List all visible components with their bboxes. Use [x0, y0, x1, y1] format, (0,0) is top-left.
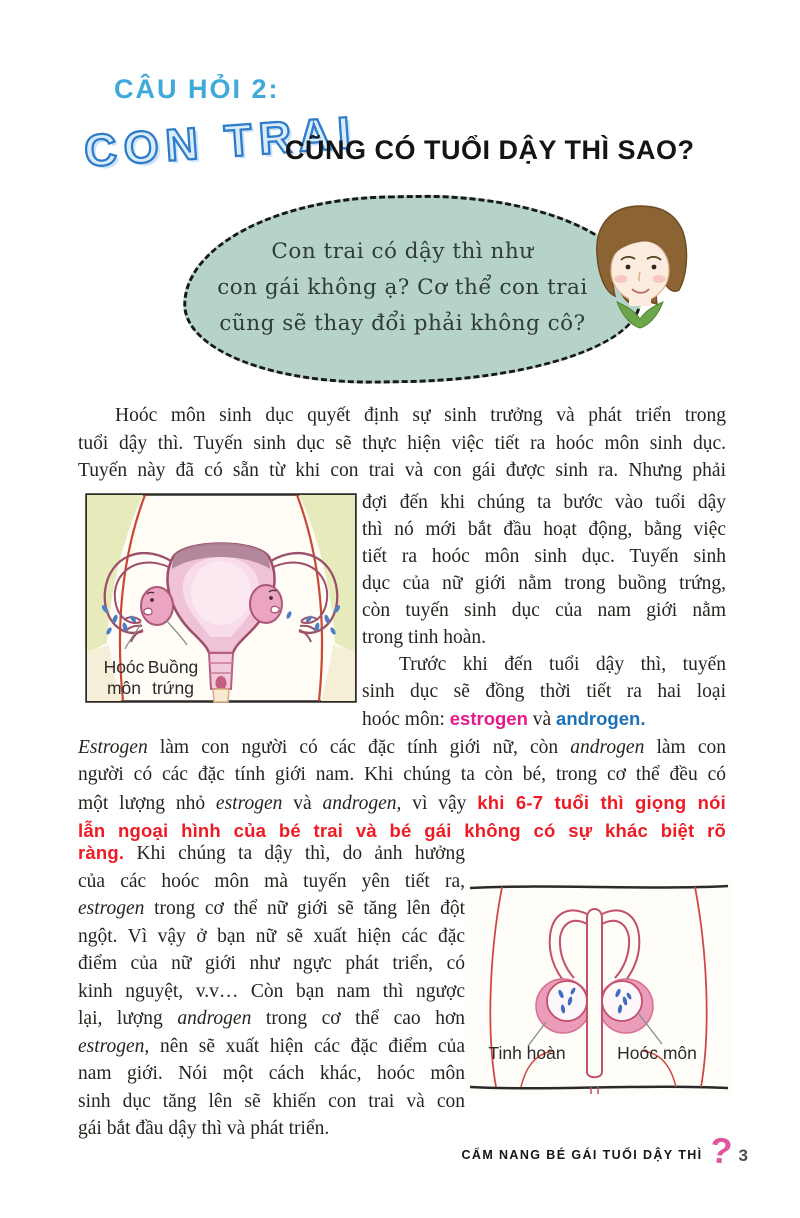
ovary-right	[250, 585, 282, 623]
text-line: sinh dục tăng lên sẽ khiến con trai và con	[78, 1090, 465, 1112]
text-segment: trong cơ thể nữ giới sẽ tăng lên đột	[144, 898, 465, 919]
text-segment: trong cơ thể cao hơn	[251, 1008, 466, 1029]
text-line: Hoóc môn sinh dục quyết định sự sinh trưởng và phát triển trong	[115, 405, 726, 426]
highlighted-red-line: lẫn ngoại hình của bé trai và bé gái không có sự khác biệt rõ	[78, 819, 726, 841]
text-line	[362, 705, 726, 733]
text-line	[78, 839, 465, 868]
highlighted-red-text: khi 6-7 tuổi thì giọng nói	[477, 791, 727, 813]
teacher-face-illustration	[585, 200, 695, 332]
text-segment: làm con	[644, 737, 726, 758]
text-line: đợi đến khi chúng ta bước vào tuổi dậy	[362, 492, 726, 513]
text-segment: một lượng nhỏ	[78, 792, 216, 814]
bubble-line: Con trai có dậy thì như	[271, 239, 534, 264]
paragraph-3	[78, 734, 726, 844]
label-hormone-female: Hoóc môn	[103, 657, 145, 698]
page-title: CŨNG CÓ TUỔI DẬY THÌ SAO?	[285, 135, 695, 165]
androgen-word: androgen.	[556, 708, 646, 729]
page-footer	[461, 1128, 748, 1173]
text-segment: làm con người có các đặc tính giới nữ, còn	[147, 737, 571, 758]
question-number-label: CÂU HỎI 2:	[114, 74, 280, 104]
text-line: tiết ra hoóc môn sinh dục. Tuyến sinh	[362, 546, 726, 567]
text-line: trong tinh hoàn.	[362, 627, 487, 648]
text-segment: estrogen	[215, 792, 283, 814]
text-line	[78, 789, 726, 817]
text-line: gái bắt đầu dậy thì và phát triển.	[78, 1118, 330, 1139]
text-line	[78, 895, 465, 923]
text-line: ngột. Vì vậy ở bạn nữ sẽ xuất hiện các đặc	[78, 925, 465, 947]
title-outline-word: CON TRAI	[82, 106, 359, 177]
text-segment: vì vậy	[401, 792, 478, 814]
label-testicle: Tinh hoàn	[488, 1043, 566, 1063]
text-segment: và	[282, 792, 323, 814]
estrogen-word: estrogen	[449, 708, 528, 729]
text-segment: nên sẽ xuất hiện các đặc điểm của	[149, 1035, 465, 1057]
text-line: Trước khi đến tuổi dậy thì, tuyến	[399, 654, 726, 675]
text-line: sinh dục sẽ đồng thời tiết ra hai loại	[362, 681, 726, 702]
text-segment: lại, lượng	[78, 1008, 178, 1029]
bubble-line: cũng sẽ thay đổi phải không cô?	[219, 311, 586, 336]
speech-bubble-text	[200, 234, 605, 342]
text-segment: androgen	[570, 737, 645, 758]
highlighted-red-text: ràng.	[78, 842, 125, 863]
text-segment: androgen	[177, 1008, 252, 1029]
text-line: thì nó mới bắt đầu hoạt động, bằng việc	[362, 519, 726, 540]
label-hormone-male: Hoóc môn	[617, 1043, 697, 1063]
text-line: dục của nữ giới nằm trong buồng trứng,	[362, 573, 726, 594]
column-right	[362, 489, 726, 733]
text-line	[78, 1005, 465, 1033]
ovary-left	[141, 587, 173, 625]
text-segment: hoóc môn:	[362, 709, 450, 730]
text-segment: và	[527, 709, 557, 730]
text-line: điểm của nữ giới như ngực phát triển, có	[78, 953, 465, 974]
paragraph-1	[78, 402, 726, 485]
book-title: CẨM NANG BÉ GÁI TUỔI DẬY THÌ	[461, 1148, 703, 1162]
text-line: người có các đặc tính giới nam. Khi chúng ta còn bé, trong cơ thể đều có	[78, 764, 726, 786]
text-line: tuổi dậy thì. Tuyến sinh dục sẽ thực hiện việc tiết ra hoóc môn sinh dục.	[78, 432, 726, 454]
text-line: nam giới. Nói một cách khác, hoóc môn	[78, 1063, 465, 1084]
page-number: 3	[738, 1146, 748, 1165]
text-segment: Estrogen	[78, 737, 148, 758]
text-line: còn tuyến sinh dục của nam giới nằm	[362, 600, 726, 621]
text-segment: estrogen	[78, 898, 145, 919]
text-line: của các hoóc môn mà tuyến yên tiết ra,	[78, 870, 465, 892]
text-line: kinh nguyệt, v.v… Còn bạn nam thì ngược	[78, 980, 465, 1002]
column-left	[78, 839, 465, 1143]
text-segment: Khi chúng ta dậy thì, do ảnh hưởng	[124, 843, 465, 864]
text-line: Tuyến này đã có sẵn từ khi con trai và con gái được sinh ra. Nhưng phải	[78, 460, 726, 482]
text-line	[78, 734, 726, 761]
text-segment: androgen,	[322, 792, 402, 814]
question-mark-icon: ?	[707, 1128, 734, 1173]
text-line	[78, 1033, 465, 1061]
text-segment: estrogen,	[78, 1035, 150, 1057]
label-ovary: Buồng trứng	[147, 657, 199, 698]
bubble-line: con gái không ạ? Cơ thể con trai	[217, 275, 588, 300]
